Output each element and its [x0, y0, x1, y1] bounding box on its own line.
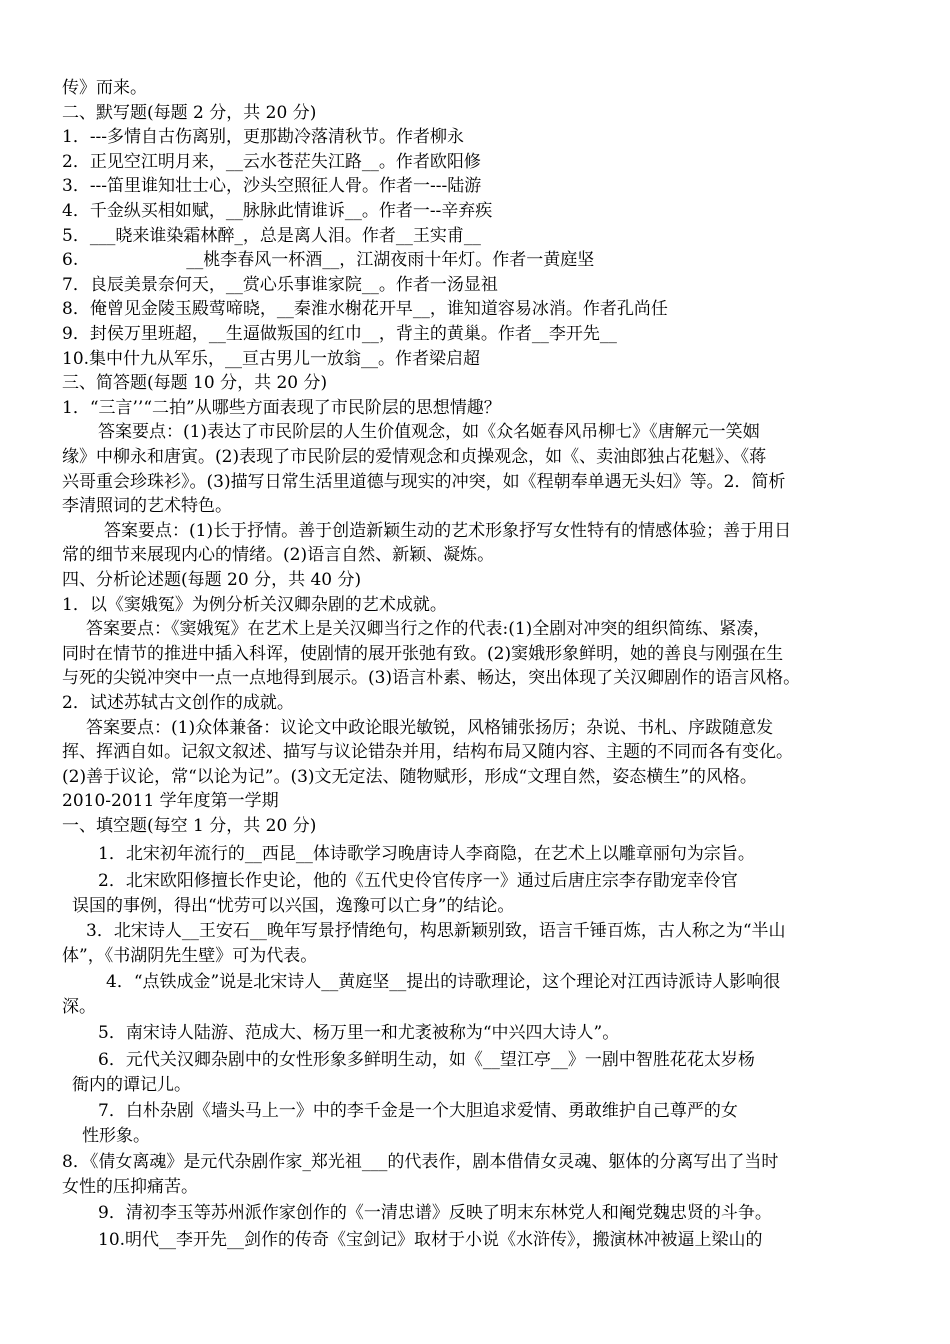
text-line: 5．南宋诗人陆游、范成大、杨万里一和尤袤被称为“中兴四大诗人”。 [98, 1023, 620, 1043]
text-line: 同时在情节的推进中插入科诨，使剧情的展开张弛有致。(2)窦娥形象鲜明，她的善良与刚强在生 [62, 643, 784, 664]
text-line: 兴哥重会珍珠衫》。(3)描写日常生活里道德与现实的冲突，如《程朝奉单遇无头妇》等。2．简析 [62, 471, 786, 492]
text-line: 误国的事例，得出“忧劳可以兴国，逸豫可以亡身”的结论。 [72, 895, 515, 916]
text-line: 4．“点铁成金”说是北宋诗人__黄庭坚__提出的诗歌理论，这个理论对江西诗派诗人影响很 [106, 972, 781, 992]
text-line: 衙内的谭记儿。 [72, 1074, 191, 1095]
text-line: 4．千金纵买相如赋，__脉脉此情谁诉__。作者一--辛弃疾 [62, 201, 493, 221]
answer-line: 答案要点：(1)表达了市民阶层的人生价值观念，如《众名姬春风吊柳七》《唐解元一笑姻 [98, 422, 760, 443]
section-heading: 一、填空题(每空 1 分，共 20 分) [62, 816, 317, 836]
text-line: 李清照词的艺术特色。 [62, 496, 232, 517]
text-line: 8．《倩女离魂》是元代杂剧作家_郑光祖___的代表作，剧本借倩女灵魂、躯体的分离写出了当时 [62, 1152, 779, 1172]
text-line: 2．试述苏轼古文创作的成就。 [62, 693, 294, 713]
answer-line: 答案要点：(1)长于抒情。善于创造新颖生动的艺术形象抒写女性特有的情感体验；善于用日 [104, 520, 792, 541]
section-heading: 三、简答题(每题 10 分，共 20 分) [62, 373, 328, 394]
answer-line: 答案要点：(1)众体兼备：议论文中政论眼光敏锐，风格铺张扬厉；杂说、书札、序跋随意发 [86, 717, 774, 738]
term-heading: 2010-2011 学年度第一学期 [62, 791, 279, 812]
text-line: 10.集中什九从军乐，__亘古男儿一放翁__。作者梁启超 [62, 348, 481, 369]
text-line: 缘》中柳永和唐寅。(2)表现了市民阶层的爱情观念和贞操观念，如《、卖油郎独占花魁》、《蒋 [62, 447, 767, 467]
text-line: 3．北宋诗人__王安石__晚年写景抒情绝句，构思新颖别致，语言千锤百炼，古人称之为“半山 [86, 921, 786, 941]
text-line: 1．北宋初年流行的__西昆__体诗歌学习晚唐诗人李商隐，在艺术上以雕章丽句为宗旨。 [98, 844, 755, 864]
text-line: 3．---笛里谁知壮士心，沙头空照征人骨。作者一---陆游 [62, 176, 482, 197]
text-line: 2．北宋欧阳修擅长作史论，他的《五代史伶官传序一》通过后唐庄宗李存勖宠幸伶官 [98, 871, 738, 891]
text-line: 女性的压抑痛苦。 [62, 1176, 198, 1197]
text-line: 挥、挥洒自如。记叙文叙述、描写与议论错杂并用，结构布局又随内容、主题的不同而各有变化。 [62, 742, 793, 763]
section-heading: 四、分析论述题(每题 20 分，共 40 分) [62, 570, 362, 590]
answer-line: 答案要点：《窦娥冤》在艺术上是关汉卿当行之作的代表:(1)全剧对冲突的组织简练、紧凑， [86, 619, 771, 640]
text-line: 6. __桃李春风一杯酒__，江湖夜雨十年灯。作者一黄庭坚 [62, 250, 595, 271]
text-line: 1．“三言’’“二拍”从哪些方面表现了市民阶层的思想情趣？ [62, 397, 501, 418]
text-line: 性形象。 [82, 1125, 150, 1146]
text-line: 9．封侯万里班超，__生逼做叛国的红巾__，背主的黄巢。作者__李开先__ [62, 324, 617, 344]
text-line: 6．元代关汉卿杂剧中的女性形象多鲜明生动，如《__望江亭__》一剧中智胜花花太岁杨 [98, 1050, 755, 1070]
text-line: 传》而来。 [62, 78, 147, 98]
text-line: 体”，《书湖阴先生壁》可为代表。 [62, 945, 318, 966]
text-line: 8．俺曾见金陵玉殿莺啼晓，__秦淮水榭花开早__，谁知道容易冰消。作者孔尚任 [62, 299, 668, 320]
text-line: 7．良辰美景奈何天，__赏心乐事谁家院__。作者一汤显祖 [62, 274, 498, 295]
text-line: 10.明代__李开先__剑作的传奇《宝剑记》取材于小说《水浒传》，搬演林冲被逼上梁山的 [98, 1230, 763, 1250]
text-line: 5．___晓来谁染霜林醉_，总是离人泪。作者__王实甫__ [62, 225, 481, 246]
text-line: 1．以《窦娥冤》为例分析关汉卿杂剧的艺术成就。 [62, 594, 447, 615]
text-line: 与死的尖锐冲突中一点一点地得到展示。(3)语言朴素、畅达，突出体现了关汉卿剧作的语言风格。 [62, 668, 801, 689]
text-line: 7．白朴杂剧《墙头马上一》中的李千金是一个大胆追求爱情、勇敢维护自己尊严的女 [98, 1101, 738, 1121]
text-line: (2)善于议论，常“以论为记”。(3)文无定法、随物赋形，形成“文理自然，姿态横生”的风格。 [62, 766, 757, 787]
section-heading: 二、默写题(每题 2 分，共 20 分) [62, 102, 317, 123]
text-line: 常的细节来展现内心的情绪。(2)语言自然、新颖、凝炼。 [62, 545, 495, 566]
text-line: 深。 [62, 996, 96, 1017]
text-line: 2．正见空江明月来，__云水苍茫失江路__。作者欧阳修 [62, 151, 481, 172]
text-line: 1．---多情自古伤离别，更那勘冷落清秋节。作者柳永 [62, 127, 465, 148]
text-line: 9．清初李玉等苏州派作家创作的《一清忠谱》反映了明末东林党人和阉党魏忠贤的斗争。 [98, 1203, 772, 1223]
